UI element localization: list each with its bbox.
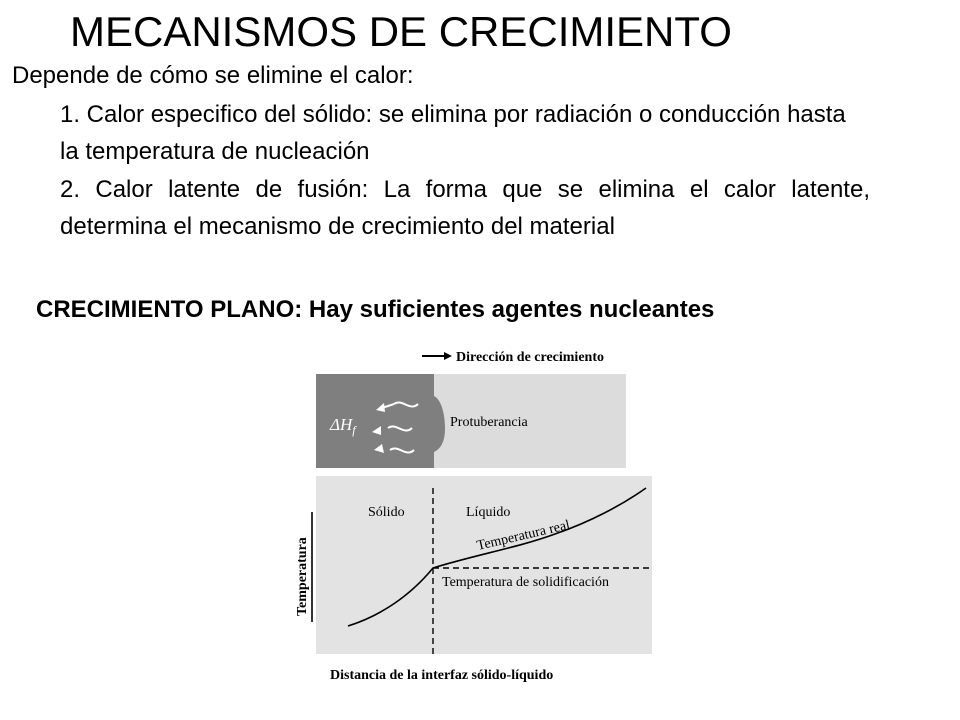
section-heading: CRECIMIENTO PLANO: Hay suficientes agentes nucleantes xyxy=(36,296,715,323)
list-item-1: 1. Calor especifico del sólido: se elimina por radiación o conducción hasta la temperatura de nucleación xyxy=(60,101,846,165)
list-item-2: 2. Calor latente de fusión: La forma que se elimina el calor latente, determina el mecanismo de crecimiento del material xyxy=(60,176,870,240)
latent-heat-label: $\Delta H_f$ xyxy=(330,415,356,437)
graph-panel xyxy=(316,476,652,654)
solid-label: Sólido xyxy=(368,505,405,520)
real-temperature-label: Temperatura real xyxy=(475,517,572,554)
intro-text: Depende de cómo se elimine el calor: xyxy=(12,62,414,89)
growth-direction-label: Dirección de crecimiento xyxy=(456,350,604,365)
y-axis-label: Temperatura xyxy=(295,537,310,616)
growth-direction-arrow xyxy=(422,352,452,360)
slide-title: MECANISMOS DE CRECIMIENTO xyxy=(70,8,732,55)
solidification-temperature-label: Temperatura de solidificación xyxy=(442,575,609,590)
liquid-label: Líquido xyxy=(466,505,511,520)
protuberance-label: Protuberancia xyxy=(450,415,528,430)
planar-growth-figure xyxy=(290,340,670,690)
x-axis-label: Distancia de la interfaz sólido-líquido xyxy=(330,668,554,683)
